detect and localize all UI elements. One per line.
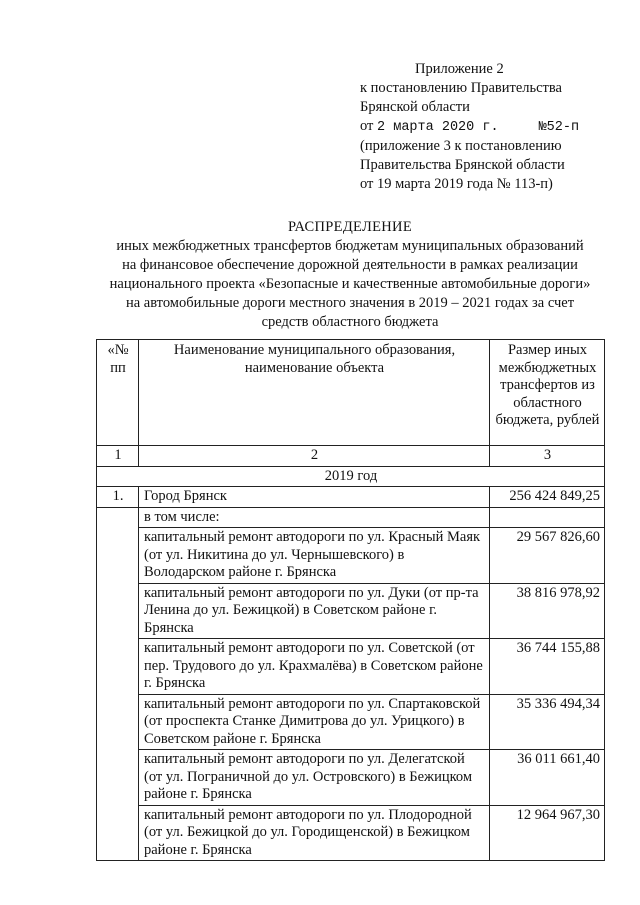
header-col-name: Наименование муниципального образования, наименование объекта <box>139 340 490 446</box>
empty-number-cell <box>97 507 139 528</box>
document-heading <box>95 218 605 332</box>
appendix-date-line <box>360 117 620 137</box>
empty-number-cell <box>97 583 139 639</box>
object-amount: 35 336 494,34 <box>490 694 605 750</box>
object-amount: 12 964 967,30 <box>490 805 605 861</box>
appendix-line-1: Приложение 2 <box>415 61 504 77</box>
object-amount: 38 816 978,92 <box>490 583 605 639</box>
index-cell-2: 2 <box>139 446 490 467</box>
heading-line-3: национального проекта «Безопасные и качественные автомобильные дороги» <box>109 276 591 292</box>
index-cell-3: 3 <box>490 446 605 467</box>
empty-amount-cell <box>490 507 605 528</box>
empty-number-cell <box>97 694 139 750</box>
table-year-row <box>97 466 605 487</box>
appendix-date-prefix: от <box>360 118 374 134</box>
empty-number-cell <box>97 750 139 806</box>
table-header-row <box>97 340 605 446</box>
including-row <box>97 507 605 528</box>
object-name: капитальный ремонт автодороги по ул. Советской (от пер. Трудового до ул. Крахмалёва) в Советском районе г. Брянска <box>139 639 490 695</box>
object-amount: 36 744 155,88 <box>490 639 605 695</box>
heading-line-5: средств областного бюджета <box>261 314 439 330</box>
table-index-row <box>97 446 605 467</box>
empty-number-cell <box>97 805 139 861</box>
municipality-amount: 256 424 849,25 <box>490 487 605 508</box>
appendix-number-value: №52-п <box>538 120 580 135</box>
heading-line-4: на автомобильные дороги местного значения в 2019 – 2021 годах за счет <box>125 295 575 311</box>
object-amount: 36 011 661,40 <box>490 750 605 806</box>
table-row <box>97 528 605 584</box>
object-name: капитальный ремонт автодороги по ул. Спартаковской (от проспекта Станке Димитрова до ул. Урицкого) в Советском районе г. Брянска <box>139 694 490 750</box>
header-col-number: «№ пп <box>97 340 139 446</box>
year-cell: 2019 год <box>97 466 605 487</box>
appendix-line-6: Правительства Брянской области <box>360 157 565 173</box>
index-cell-1: 1 <box>97 446 139 467</box>
header-col-amount: Размер иных межбюджетных трансфертов из областного бюджета, рублей <box>490 340 605 446</box>
appendix-date-value: 2 марта 2020 г. <box>377 120 499 135</box>
table-row <box>97 805 605 861</box>
appendix-block <box>360 60 620 194</box>
empty-number-cell <box>97 528 139 584</box>
appendix-line-7: от 19 марта 2019 года № 113-п) <box>360 176 553 192</box>
including-label: в том числе: <box>139 507 490 528</box>
table-row <box>97 750 605 806</box>
appendix-line-3: Брянской области <box>360 99 470 115</box>
table-row <box>97 639 605 695</box>
empty-number-cell <box>97 639 139 695</box>
object-name: капитальный ремонт автодороги по ул. Красный Маяк (от ул. Никитина до ул. Чернышевского) в Володарском районе г. Брянска <box>139 528 490 584</box>
distribution-table <box>96 339 605 861</box>
object-name: капитальный ремонт автодороги по ул. Плодородной (от ул. Бежицкой до ул. Городищенской) в Бежицком районе г. Брянска <box>139 805 490 861</box>
appendix-line-2: к постановлению Правительства <box>360 80 562 96</box>
table-row <box>97 583 605 639</box>
heading-title: РАСПРЕДЕЛЕНИЕ <box>288 219 412 235</box>
heading-line-1: иных межбюджетных трансфертов бюджетам муниципальных образований <box>116 238 584 254</box>
object-name: капитальный ремонт автодороги по ул. Дуки (от пр-та Ленина до ул. Бежицкой) в Советском районе г. Брянска <box>139 583 490 639</box>
table-row <box>97 694 605 750</box>
municipality-row <box>97 487 605 508</box>
municipality-number: 1. <box>97 487 139 508</box>
appendix-line-5: (приложение 3 к постановлению <box>360 138 562 154</box>
object-amount: 29 567 826,60 <box>490 528 605 584</box>
heading-line-2: на финансовое обеспечение дорожной деятельности в рамках реализации <box>122 257 578 273</box>
object-name: капитальный ремонт автодороги по ул. Делегатской (от ул. Пограничной до ул. Островского) в Бежицком районе г. Брянска <box>139 750 490 806</box>
municipality-name: Город Брянск <box>139 487 490 508</box>
